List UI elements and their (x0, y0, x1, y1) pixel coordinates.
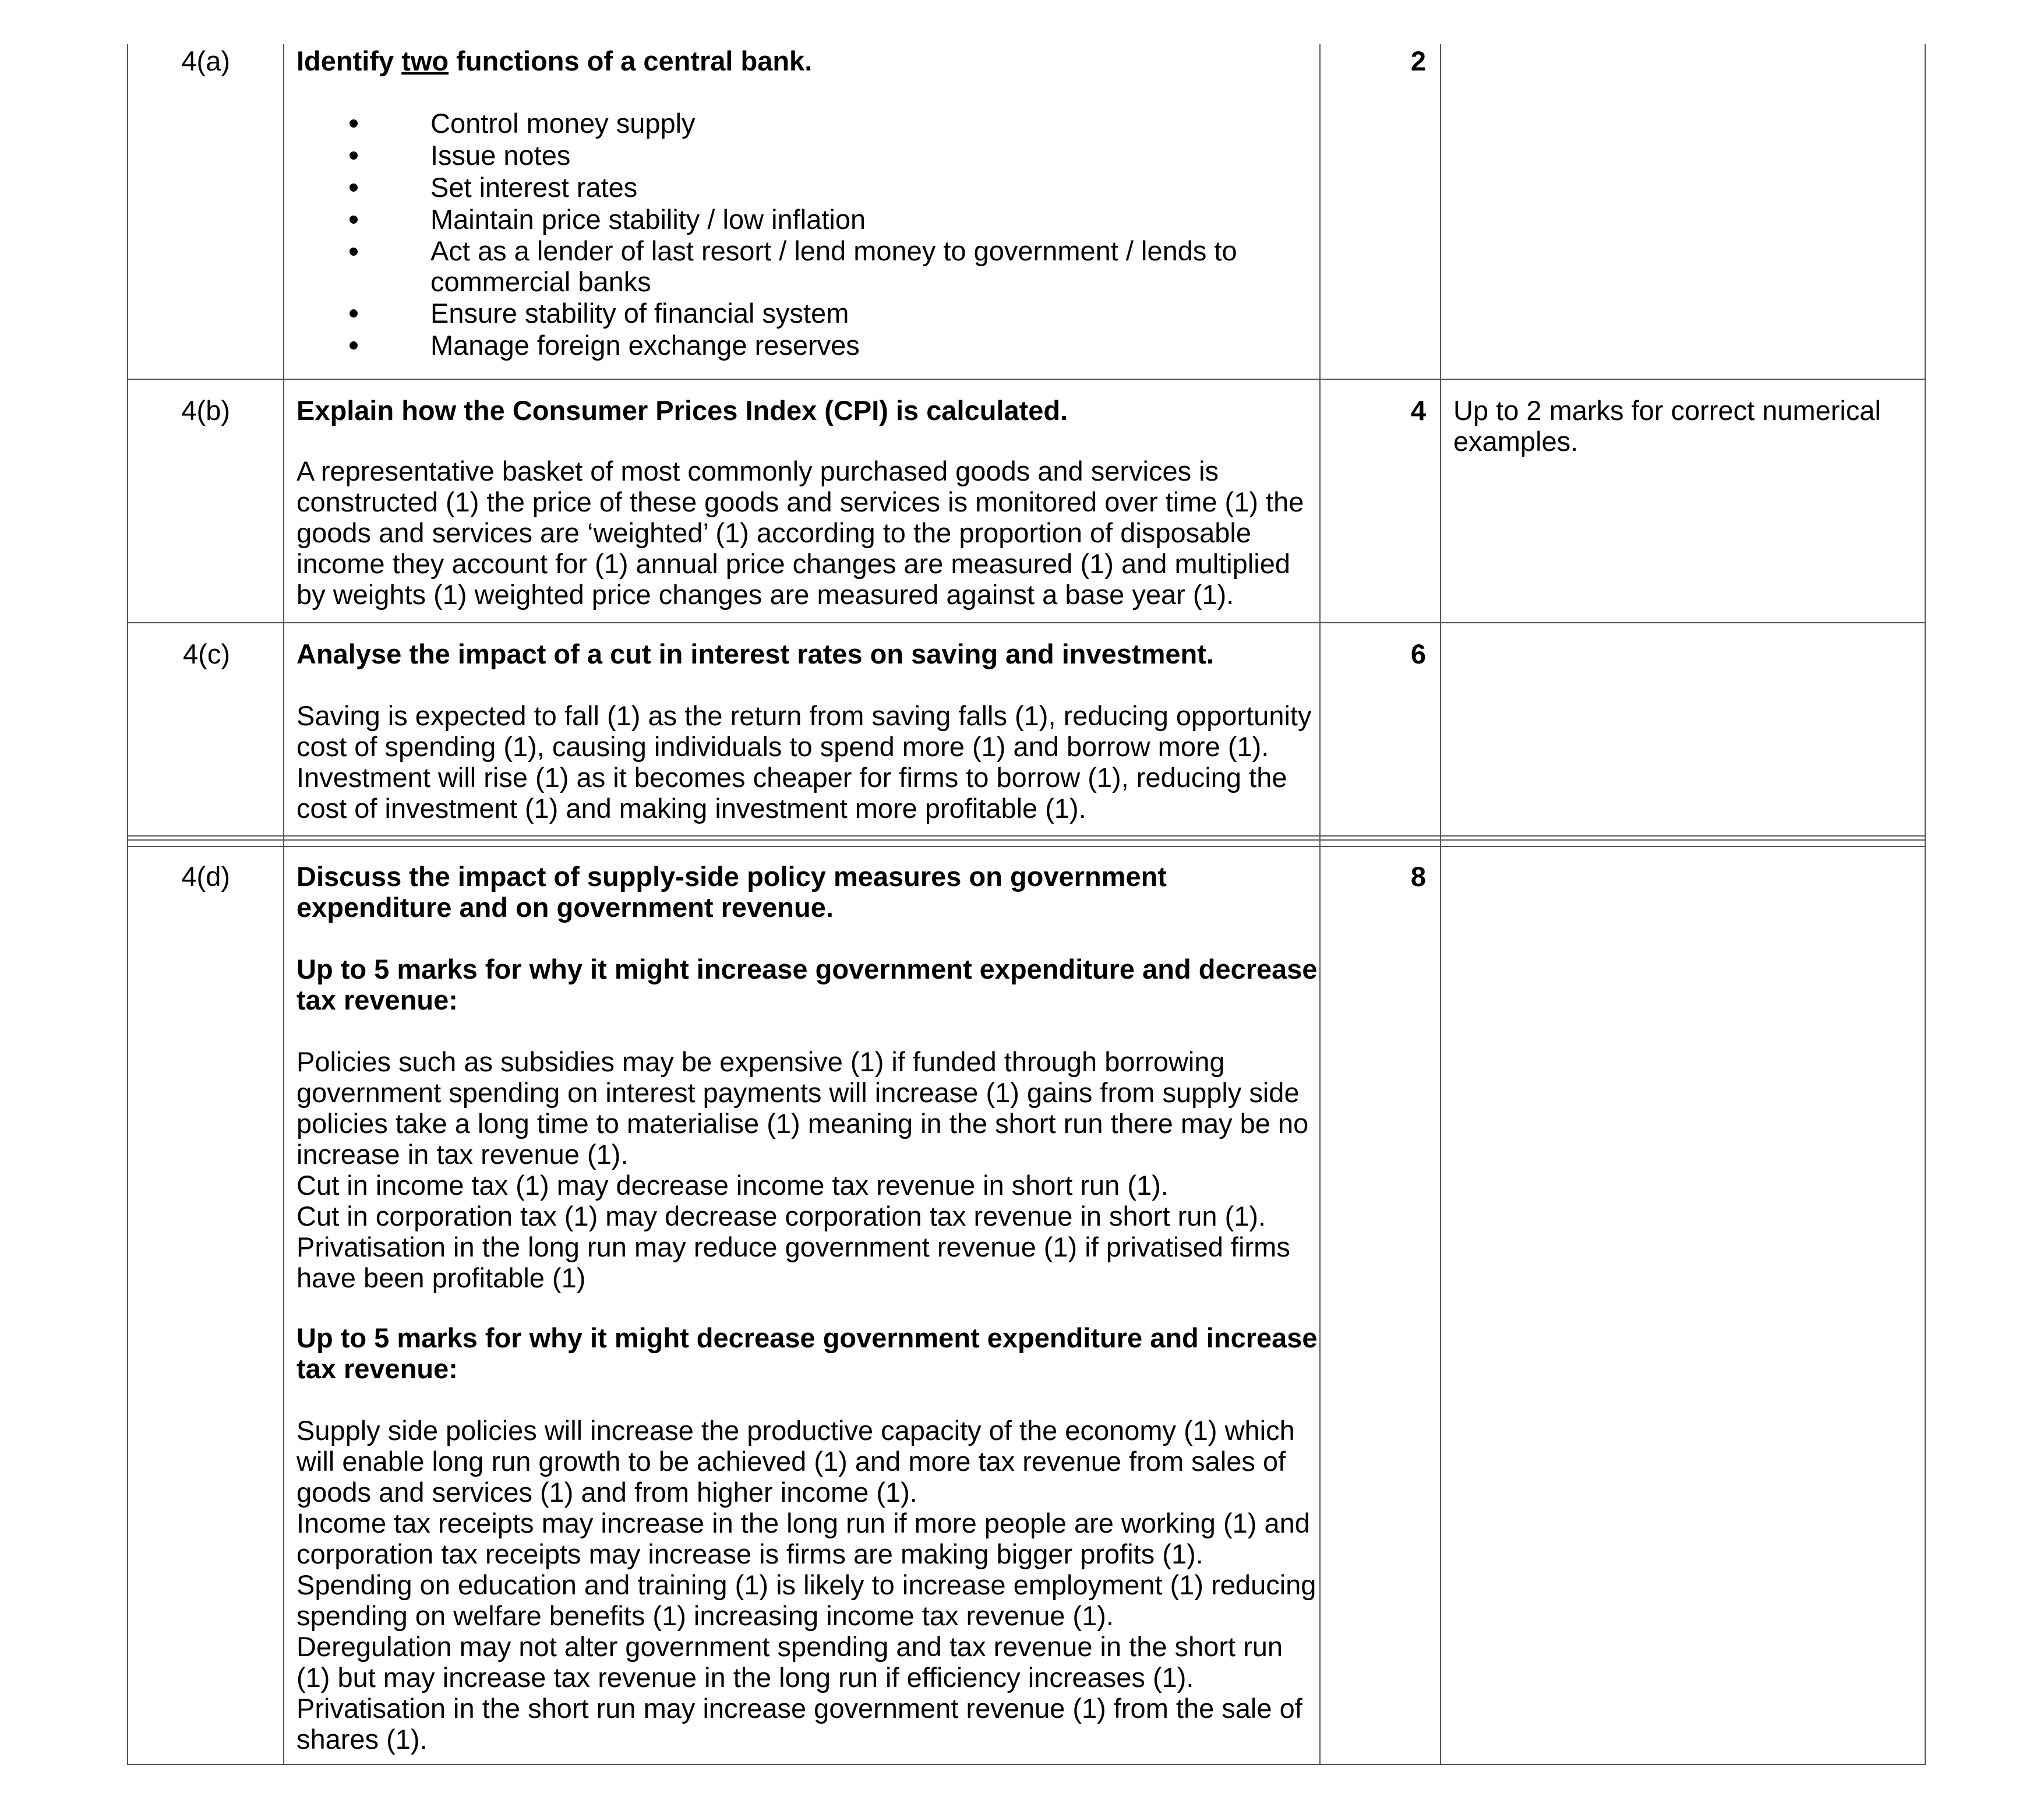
question-text: Discuss the impact of supply-side policy measures on government expenditure and on government revenue. (296, 861, 1167, 923)
row-border (127, 622, 1926, 623)
list-item: Issue notes (327, 139, 1246, 171)
question-text: Identify two functions of a central bank. (296, 45, 813, 76)
row-border (127, 839, 1926, 841)
marks-value: 6 (1410, 638, 1426, 669)
row-border (127, 379, 1926, 380)
guidance-text: Up to 2 marks for correct numerical examples. (1453, 395, 1881, 457)
answer-text (296, 1046, 1319, 1293)
list-item: Maintain price stability / low inflation (327, 203, 1246, 235)
table-bottom-border (127, 1764, 1926, 1765)
marks-value: 4 (1410, 395, 1426, 426)
table-col-divider-3 (1440, 44, 1441, 1764)
marks-value: 8 (1410, 861, 1426, 892)
question-number: 4(b) (181, 395, 230, 426)
answer-text: A representative basket of most commonly purchased goods and services is constructed (1) the price of these goods and services is monitored over time (1) the goods and services are ‘weighted’ (1) according to the proportion of disposable income they account for (1) annual price changes are measured (1) and multiplied by weights (1) weighted price changes are measured against a base year (1). (296, 456, 1304, 610)
question-number: 4(d) (181, 861, 230, 892)
answer-line: Cut in corporation tax (1) may decrease corporation tax revenue in short run (1). (296, 1201, 1266, 1231)
answer-line: Privatisation in the long run may reduce government revenue (1) if privatised firms have been profitable (1) (296, 1231, 1290, 1293)
answer-line: Spending on education and training (1) is likely to increase employment (1) reducing spending on welfare benefits (1) increasing income tax revenue (1). (296, 1569, 1316, 1631)
answer-text (296, 1415, 1319, 1755)
list-item: Act as a lender of last resort / lend money to government / lends to commercial banks (327, 235, 1246, 297)
answer-line: Supply side policies will increase the productive capacity of the economy (1) which will enable long run growth to be achieved (1) and more tax revenue from sales of goods and services (1) and from higher income (1). (296, 1415, 1295, 1508)
row-border (127, 835, 1926, 837)
question-number: 4(c) (183, 638, 230, 669)
answer-line: Deregulation may not alter government spending and tax revenue in the short run (1) but may increase tax revenue in the long run if efficiency increases (1). (296, 1631, 1283, 1693)
question-number: 4(a) (181, 45, 230, 76)
answer-line: Policies such as subsidies may be expensive (1) if funded through borrowing government spending on interest payments will increase (1) gains from supply side policies take a long time to materialise (1) meaning in the short run there may be no increase in tax revenue (1). (296, 1046, 1309, 1170)
answer-bullet-list (327, 107, 1246, 361)
table-left-border (127, 44, 128, 1764)
list-item: Set interest rates (327, 171, 1246, 203)
answer-text: Saving is expected to fall (1) as the return from saving falls (1), reducing opportunity cost of spending (1), causing individuals to spend more (1) and borrow more (1). Investment will rise (1) as it becomes cheaper for firms to borrow (1), reducing the cost of investment (1) and making investment more profitable (1). (296, 700, 1312, 824)
marks-value: 2 (1410, 45, 1426, 76)
answer-line: Income tax receipts may increase in the long run if more people are working (1) and corporation tax receipts may increase is firms are making bigger profits (1). (296, 1508, 1310, 1569)
question-text: Analyse the impact of a cut in interest rates on saving and investment. (296, 638, 1214, 669)
sub-heading: Up to 5 marks for why it might increase government expenditure and decrease tax revenue: (296, 954, 1318, 1015)
answer-line: Cut in income tax (1) may decrease income tax revenue in short run (1). (296, 1170, 1168, 1201)
answer-line: Privatisation in the short run may increase government revenue (1) from the sale of shares (1). (296, 1693, 1302, 1755)
list-item: Manage foreign exchange reserves (327, 329, 1246, 361)
sub-heading: Up to 5 marks for why it might decrease government expenditure and increase tax revenue: (296, 1322, 1318, 1384)
list-item: Ensure stability of financial system (327, 297, 1246, 329)
list-item: Control money supply (327, 107, 1246, 139)
row-border (127, 846, 1926, 847)
table-col-divider-2 (1319, 44, 1321, 1764)
table-right-border (1925, 44, 1926, 1764)
question-text: Explain how the Consumer Prices Index (CPI) is calculated. (296, 395, 1068, 426)
table-col-divider-1 (283, 44, 284, 1764)
